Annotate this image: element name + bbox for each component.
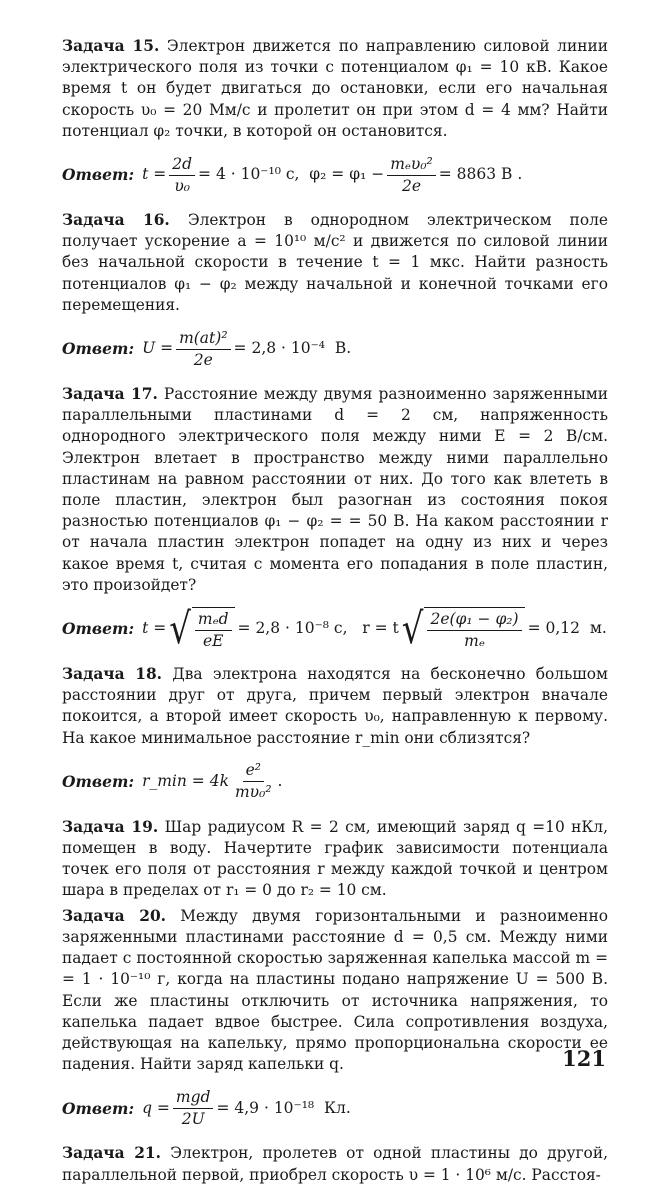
answer-label: Ответ: (62, 619, 135, 639)
fraction (176, 329, 230, 370)
task-19 (62, 817, 608, 902)
radical-body (192, 607, 235, 651)
fraction-denominator: 2e (401, 176, 421, 195)
task-15 (62, 36, 608, 142)
task-16 (62, 210, 608, 316)
task-text: Электрон движется по направлению силовой линии электрического поля из точки с потенциалом φ₁ = 10 кВ. Какое время t он будет двигаться до остановки, если его начальная скорость υ₀ = 20 Мм/с и пролетит он при этом d = 4 мм? Найти потенциал φ₂ точки, в которой он остановится. (62, 37, 608, 140)
radical-sign: √ (401, 604, 424, 655)
fraction-numerator: e² (243, 761, 264, 782)
formula-result: = 2,8 · 10⁻⁴ В. (233, 339, 352, 358)
answer-15 (62, 152, 608, 198)
fraction-denominator: mₑ (464, 632, 485, 651)
formula-middle: = 2,8 · 10⁻⁸ с, r = t (237, 619, 399, 638)
fraction-numerator: mₑd (195, 610, 232, 631)
task-text: Электрон, пролетев от одной пластины до другой, параллельной первой, приобрел скорость υ = 1 · 10⁶ м/с. Расстоя- (62, 1144, 608, 1184)
fraction (232, 761, 275, 802)
formula-lhs: t = (142, 619, 167, 638)
answer-20 (62, 1085, 608, 1131)
fraction (195, 610, 232, 651)
answer-17 (62, 604, 608, 655)
task-title: Задача 15. (62, 37, 160, 55)
task-17 (62, 384, 608, 596)
answer-label: Ответ: (62, 339, 135, 359)
formula-result: = 0,12 м. (527, 619, 607, 638)
fraction-denominator: eE (202, 632, 224, 651)
fraction-numerator: 2e(φ₁ − φ₂) (427, 610, 521, 631)
task-text: Два электрона находятся на бесконечно большом расстоянии друг от друга, причем первый электрон вначале покоится, а второй имеет скорость υ₀, направленную к первому. На какое минимальное расстояние r_min они сблизятся? (62, 665, 608, 747)
fraction-numerator: mₑυ₀² (387, 155, 436, 176)
fraction-denominator: υ₀ (174, 176, 190, 195)
fraction (387, 155, 436, 196)
fraction-denominator: 2e (193, 350, 213, 369)
formula-middle: = 4 · 10⁻¹⁰ с, φ₂ = φ₁ − (198, 165, 385, 184)
radical-sign: √ (169, 604, 191, 655)
task-title: Задача 18. (62, 665, 163, 684)
task-text: Между двумя горизонтальными и разноименно заряженными пластинами расстояние d = 0,5 см. Между ними падает с постоянной скоростью заряженная капелька массой m = = 1 · 10⁻¹⁰ г, когда на пластины подано напряжение U = 500 В. Если же пластины отключить от источника напряжения, то капелька падает вдвое быстрее. Сила сопротивления воздуха, действующая на капельку, прямо пропорциональна скорости ее падения. Найти заряд капельки q. (62, 906, 608, 1074)
formula-result: = 8863 В . (438, 165, 523, 184)
fraction-numerator: m(at)² (176, 329, 230, 350)
task-title: Задача 19. (62, 817, 159, 836)
task-title: Задача 16. (62, 211, 170, 230)
fraction-denominator: 2U (181, 1109, 205, 1128)
answer-label: Ответ: (62, 772, 135, 792)
task-text: Расстояние между двумя разноименно заряженными параллельными пластинами d = 2 см, напряженность однородного электрического поля между ними E = 2 В/см. Электрон влетает в пространство между ними параллельно пластинам на равном расстоянии от них. До того как влететь в поле пластин, электрон был разогнан из состояния покоя разностью потенциалов φ₁ − φ₂ = = 50 В. На каком расстоянии r от начала пластин электрон попадет на одну из них и через какое время t, считая с момента его попадания в поле пластин, это произойдет? (62, 385, 608, 594)
task-21 (62, 1143, 608, 1185)
task-text: Шар радиусом R = 2 см, имеющий заряд q =10 нКл, помещен в воду. Начертите график зависимости потенциала точек его поля от расстояния r между каждой точкой и центром шара в пределах от r₁ = 0 до r₂ = 10 см. (62, 817, 608, 900)
page-number: 121 (562, 1046, 606, 1071)
fraction (169, 155, 195, 196)
fraction-numerator: mgd (173, 1088, 214, 1109)
fraction (173, 1088, 214, 1129)
fraction-numerator: 2d (169, 155, 195, 176)
formula-lhs: U = (142, 339, 174, 358)
formula-result: = 4,9 · 10⁻¹⁸ Кл. (216, 1098, 351, 1117)
task-title: Задача 21. (62, 1144, 161, 1163)
formula-lhs: t = (142, 165, 167, 184)
fraction (427, 610, 521, 651)
formula-lhs: q = (142, 1098, 170, 1117)
task-20 (62, 906, 608, 1076)
answer-16 (62, 326, 608, 372)
square-root (401, 604, 525, 655)
task-text: Электрон в однородном электрическом поле получает ускорение a = 10¹⁰ м/с² и движется по силовой линии без начальной скорости в течение t = 1 мкс. Найти разность потенциалов φ₁ − φ₂ между начальной и конечной точками его перемещения. (62, 211, 608, 314)
radical-body (424, 607, 524, 651)
answer-18 (62, 759, 608, 805)
formula-lhs: r_min = 4k (142, 772, 229, 791)
task-title: Задача 17. (62, 385, 158, 404)
square-root (169, 604, 234, 655)
answer-label: Ответ: (62, 1098, 135, 1118)
formula-result: . (277, 772, 283, 791)
task-18 (62, 664, 608, 749)
task-title: Задача 20. (62, 906, 167, 925)
answer-label: Ответ: (62, 165, 135, 185)
page-content (62, 36, 608, 1186)
fraction-denominator: mυ₀² (234, 783, 272, 802)
